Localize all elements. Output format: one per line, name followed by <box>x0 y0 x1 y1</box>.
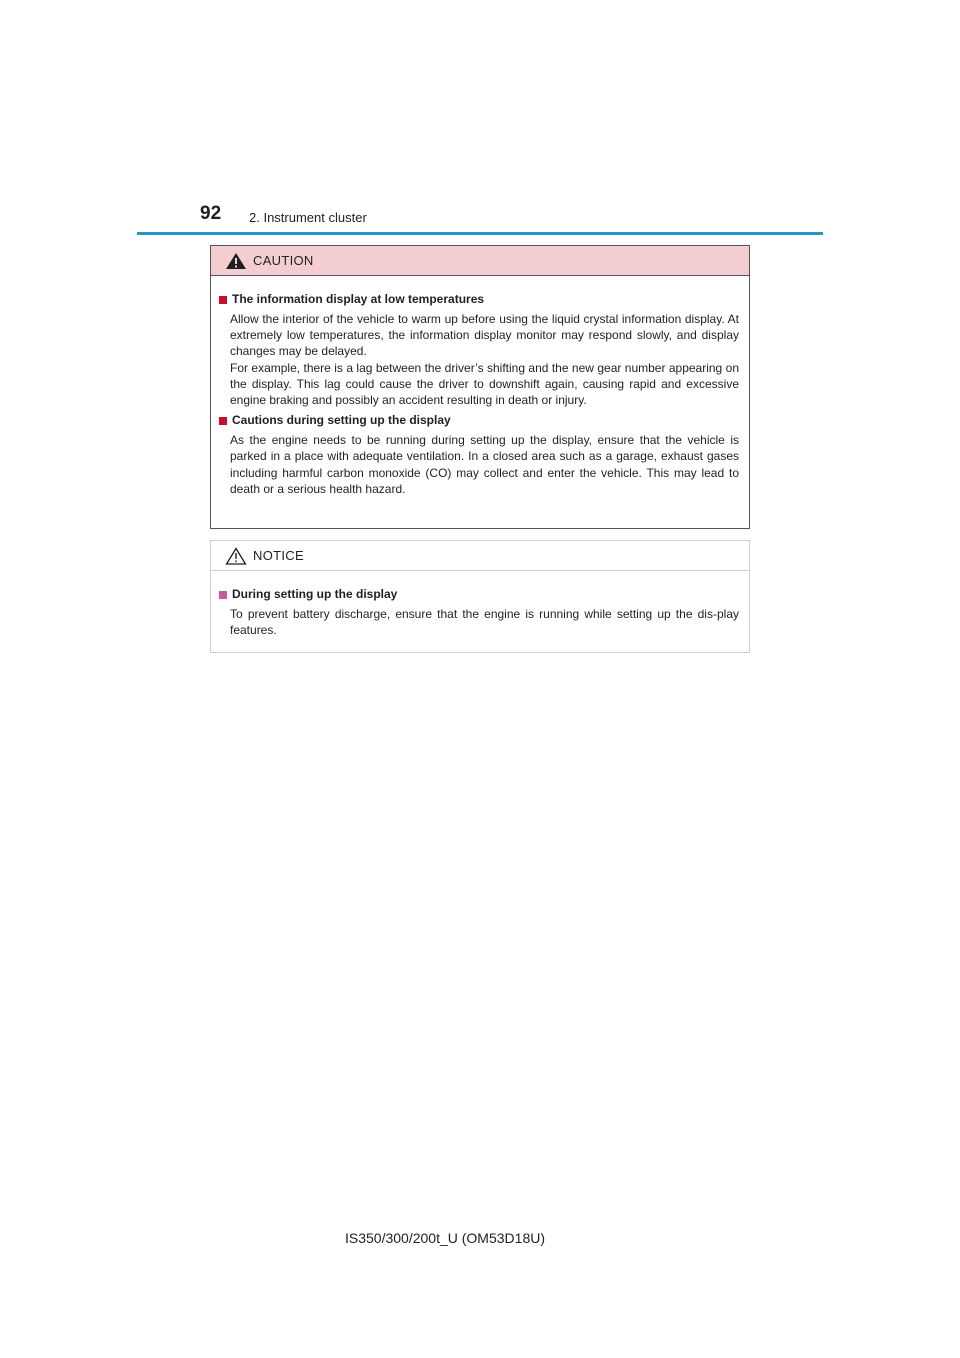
caution-item-text <box>218 432 739 497</box>
warning-triangle-filled-icon <box>225 252 247 270</box>
caution-label: CAUTION <box>253 253 314 268</box>
paragraph: For example, there is a lag between the driver’s shifting and the new gear number appearing on the display. This lag could cause the driver to downshift again, causing rapid and excessive engine braking and possibly an accident resulting in death or injury. <box>230 360 739 408</box>
warning-triangle-outline-icon <box>225 547 247 565</box>
caution-box <box>210 245 750 529</box>
caution-header <box>211 246 749 276</box>
page-number: 92 <box>200 203 222 224</box>
header-rule <box>137 232 823 235</box>
caution-item-text <box>218 311 739 408</box>
notice-box <box>210 540 750 653</box>
caution-item-title: The information display at low temperatures <box>232 292 485 306</box>
square-bullet-icon <box>219 591 227 599</box>
square-bullet-icon <box>219 417 227 425</box>
notice-item-title: During setting up the display <box>232 587 398 601</box>
notice-label: NOTICE <box>253 548 304 563</box>
caution-item <box>218 291 739 408</box>
page-header <box>0 0 960 240</box>
footer-model-code: IS350/300/200t_U (OM53D18U) <box>345 1230 545 1246</box>
notice-item <box>218 586 739 638</box>
caution-item-title: Cautions during setting up the display <box>232 413 451 428</box>
paragraph: To prevent battery discharge, ensure that the engine is running while setting up the dis-play features. <box>230 607 739 638</box>
paragraph: Allow the interior of the vehicle to warm up before using the liquid crystal information display. At extremely low temperatures, the information display monitor may respond slowly, and display changes may be delayed. <box>230 312 739 359</box>
notice-body <box>211 571 749 638</box>
caution-body <box>211 276 749 497</box>
notice-item-text <box>218 606 739 638</box>
section-title: 2. Instrument cluster <box>249 210 367 225</box>
paragraph: As the engine needs to be running during setting up the display, ensure that the vehicle is parked in a place with adequate ventilation. In a closed area such as a garage, exhaust gases including harmful carbon monoxide (CO) may collect and enter the vehicle. This may lead to death or a serious health hazard. <box>230 433 739 496</box>
notice-header <box>211 541 749 571</box>
square-bullet-icon <box>219 296 227 304</box>
caution-item <box>218 412 739 497</box>
